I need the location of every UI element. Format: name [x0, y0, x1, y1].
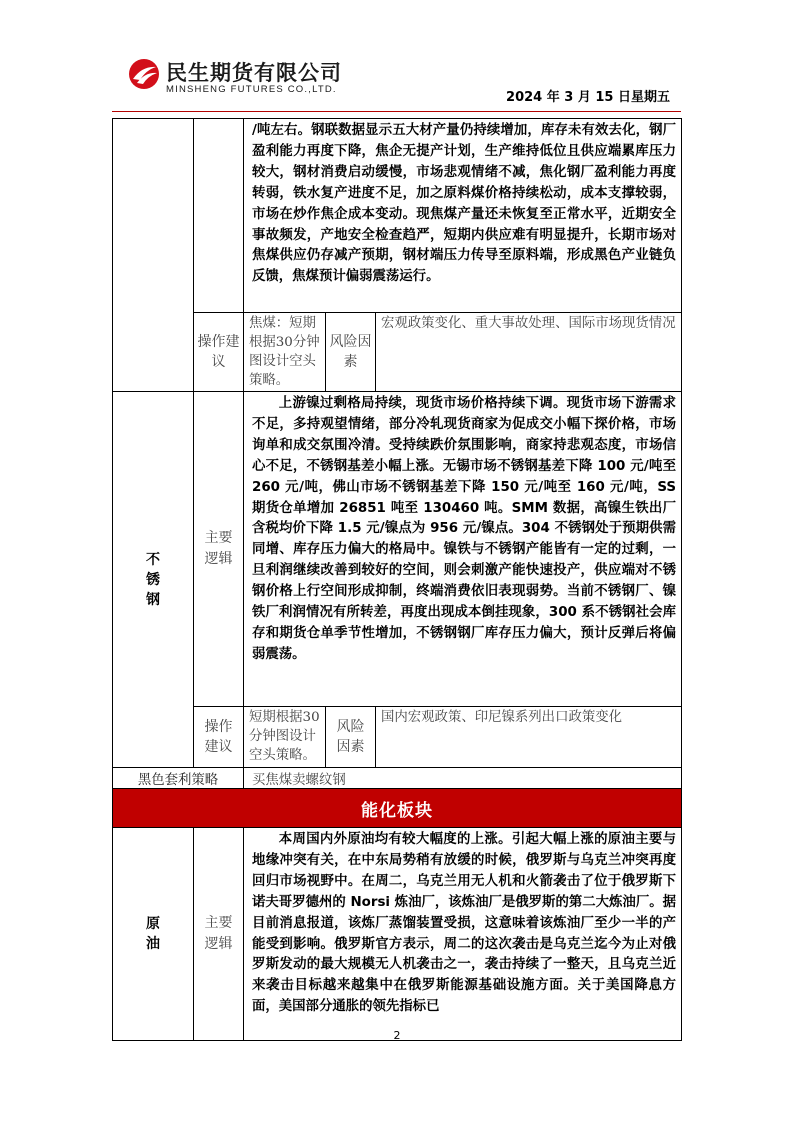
coal-risk-text: 宏观政策变化、重大事故处理、国际市场现货情况: [376, 313, 682, 392]
crude-logic-text: 本周国内外原油均有较大幅度的上涨。引起大幅上涨的原油主要与地缘冲突有关，在中东局势稍有放缓的时候，俄罗斯与乌克兰冲突再度回归市场视野中。在周二，乌克兰用无人机和火箭袭击了位于俄罗斯下诺夫哥罗德州的 Norsi 炼油厂，该炼油厂是俄罗斯的第二大炼油厂。据目前消息报道，该炼厂蒸馏装置受损，这意味着该炼油厂至少一半的产能受到影响。俄罗斯官方表示，周二的这次袭击是乌克兰迄今为止对俄罗斯发动的最大规模无人机袭击之一，袭击持续了一整天，且乌克兰近来袭击目标越来越集中在俄罗斯能源基础设施方面。关于美国降息方面，美国部分通胀的领先指标已: [252, 832, 677, 1015]
coal-logic-label-cell: [194, 119, 244, 313]
crude-category-text: 原油: [146, 916, 160, 952]
coal-category-cell: [113, 119, 194, 392]
report-date: 2024 年 3 月 15 日星期五: [506, 90, 670, 105]
stainless-risk-text: 国内宏观政策、印尼镍系列出口政策变化: [376, 707, 682, 768]
stainless-category-text: 不锈钢: [146, 551, 160, 608]
stainless-op-text: 短期根据30分钟图设计空头策略。: [244, 707, 326, 768]
coal-op-row: [113, 313, 682, 392]
header-rule: [112, 111, 681, 112]
crude-logic-label: [194, 828, 244, 1041]
crude-logic-row: [113, 828, 682, 1041]
coal-logic-cell: [244, 119, 682, 313]
crude-logic-cell: [244, 828, 682, 1041]
coal-op-label: 操作建议: [194, 313, 244, 392]
stainless-logic-text: 上游镍过剩格局持续，现货市场价格持续下调。现货市场下游需求不足，多持观望情绪，部分冷轧现货商家为促成交小幅下探价格，市场询单和成交氛围冷清。受持续跌价氛围影响，商家持悲观态度，市场信心不足，不锈钢基差小幅上涨。无锡市场不锈钢基差下降 100 元/吨至 260 元/吨，佛山市场不锈钢基差下降 150 元/吨至 160 元/吨，SS 期货仓单增加 26851 吨至 130460 吨。SMM 数据，高镍生铁出厂含税均价下降 1.5 元/镍点为 956 元/镍点。304 不锈钢处于预期供需同增、库存压力偏大的格局中。镍铁与不锈钢产能皆有一定的过剩，一旦利润继续改善到较好的空间，则会刺激产能快速投产，供应端对不锈钢价格上行空间形成抑制，终端消费依旧表现弱势。当前不锈钢厂、镍铁厂利润情况有所转差，再度出现成本倒挂现象，300 系不锈钢社会库存和期货仓单季节性增加，不锈钢钢厂库存压力偏大，预计反弹后将偏弱震荡。: [252, 396, 677, 662]
coal-logic-row: [113, 119, 682, 313]
section-title: 能化板块: [113, 789, 682, 828]
stainless-op-label: [194, 707, 244, 768]
crude-category: [113, 828, 194, 1041]
section-row: [113, 789, 682, 828]
stainless-logic-label: [194, 392, 244, 707]
arbitrage-label: 黑色套利策略: [113, 768, 244, 789]
coal-op-text: 焦煤：短期根据30分钟图设计空头策略。: [244, 313, 326, 392]
company-name-en: MINSHENG FUTURES CO.,LTD.: [166, 84, 337, 95]
arbitrage-value: 买焦煤卖螺纹钢: [244, 768, 682, 789]
stainless-logic-cell: [244, 392, 682, 707]
strategy-table: [112, 118, 682, 1041]
stainless-logic-row: [113, 392, 682, 707]
stainless-category: [113, 392, 194, 768]
page-number: 2: [393, 1029, 401, 1042]
stainless-risk-label: [326, 707, 376, 768]
coal-risk-label: 风险因素: [326, 313, 376, 392]
minsheng-logo-icon: [128, 58, 160, 90]
arbitrage-row: [113, 768, 682, 789]
stainless-op-row: [113, 707, 682, 768]
stainless-logic-label-text: 主要逻辑: [204, 530, 233, 567]
coal-logic-text: /吨左右。钢联数据显示五大材产量仍持续增加，库存未有效去化，钢厂盈利能力再度下降，焦企无提产计划，生产维持低位且供应端累库压力较大，钢材消费启动缓慢，市场悲观情绪不减，焦化钢厂盈利能力再度转弱，铁水复产进度不足，加之原料煤价格持续松动，成本支撑较弱，市场在炒作焦企成本变动。现焦煤产量还未恢复至正常水平，近期安全事故频发，产地安全检查趋严，短期内供应难有明显提升，长期市场对焦煤供应仍存减产预期，钢材端压力传导至原料端，形成黑色产业链负反馈，焦煤预计偏弱震荡运行。: [252, 123, 677, 285]
stainless-op-label-text: 操作建议: [204, 719, 233, 755]
company-name-cn: 民生期货有限公司: [166, 61, 342, 85]
crude-logic-label-text: 主要逻辑: [204, 915, 233, 952]
stainless-risk-label-text: 风险因素: [336, 719, 365, 755]
page-header: [0, 0, 794, 118]
